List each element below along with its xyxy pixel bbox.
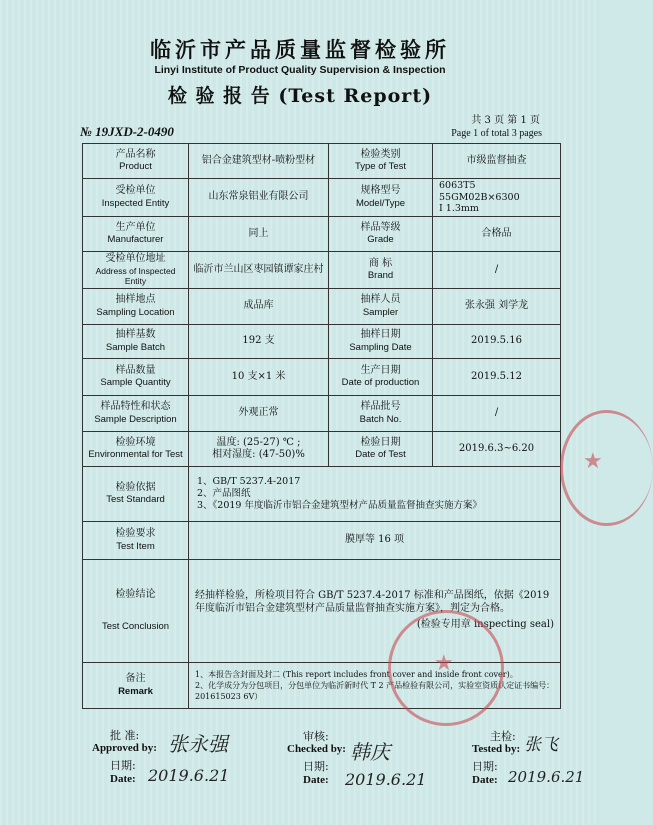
standard-2: 2、产品图纸 [197,488,251,500]
value-sampling-location: 成品库 [189,289,329,325]
report-number: № 19JXD-2-0490 [80,124,174,139]
checked-label-cn: 审核: [303,730,329,743]
conclusion-text: 经抽样检验，所检项目符合 GB/T 5237.4-2017 标准和产品图纸，依据《2019 年度临沂市铝合金建筑型材产品质量监督抽查实施方案》，判定为合格。 [195,590,550,614]
checked-date-label-cn: 日期: [303,760,329,773]
row-address [83,252,561,289]
value-model: 6063T5 55GM02B×6300 Ⅰ 1.3mm [433,179,561,217]
checked-label-en: Checked by: [287,743,346,755]
label-manufacturer: 生产单位 Manufacturer [83,217,189,252]
seal-note: (检验专用章 inspecting seal) [416,619,554,631]
value-sampler: 张永强 刘学龙 [433,289,561,325]
report-title: 检 验 报 告 (Test Report) [167,85,433,107]
value-manufacturer: 同上 [189,217,329,252]
label-test-standard: 检验依据 Test Standard [83,467,189,522]
value-test-standard [189,467,561,522]
label-sampler: 抽样人员 Sampler [329,289,433,325]
value-test-conclusion [189,560,561,663]
value-address: 临沂市兰山区枣园镇谭家庄村 [189,252,329,289]
label-sample-batch: 抽样基数 Sample Batch [83,325,189,359]
remark-3: 201615023 6V） [195,692,263,702]
row-environment [83,432,561,467]
inspection-seal [388,610,504,726]
page-count-en: Page 1 of total 3 pages [451,128,542,139]
label-test-conclusion: 检验结论 Test Conclusion [83,560,189,663]
row-sample-batch [83,325,561,359]
page-count-cn: 共 3 页 第 1 页 [471,115,540,126]
edge-seal-star-icon: ★ [583,449,603,474]
value-grade: 合格品 [433,217,561,252]
label-grade: 样品等级 Grade [329,217,433,252]
value-type-of-test: 市级监督抽查 [433,144,561,179]
checked-date: 2019.6.21 [345,770,427,789]
value-sample-quantity: 10 支×1 米 [189,359,329,396]
tested-date-label-cn: 日期: [472,760,498,773]
value-product: 铝合金建筑型材-喷粉型材 [189,144,329,179]
label-remark: 备注 Remark [83,663,189,709]
label-type-of-test: 检验类别 Type of Test [329,144,433,179]
approved-label-cn: 批 准: [110,729,140,742]
label-batch-no: 样品批号 Batch No. [329,396,433,432]
label-brand: 商 标 Brand [329,252,433,289]
tested-date: 2019.6.21 [508,768,585,786]
value-environmental: 温度: (25-27) ℃ ; 相对湿度: (47-50)% [189,432,329,467]
row-sampling-location [83,289,561,325]
value-inspected-entity: 山东常泉铝业有限公司 [189,179,329,217]
label-sampling-date: 抽样日期 Sampling Date [329,325,433,359]
row-sample-description [83,396,561,432]
approved-signature: 张永强 [168,732,228,756]
value-sample-description: 外观正常 [189,396,329,432]
institute-title-en: Linyi Institute of Product Quality Supervision & Inspection [154,64,446,76]
approved-date-label-cn: 日期: [110,759,136,772]
value-sampling-date: 2019.5.16 [433,325,561,359]
checked-date-label-en: Date: [303,774,329,786]
label-date-of-production: 生产日期 Date of production [329,359,433,396]
standard-3: 3、《2019 年度临沂市铝合金建筑型材产品质量监督抽查实施方案》 [197,499,482,511]
standard-1: 1、GB/T 5237.4-2017 [197,476,301,488]
remark-1: 1、本报告含封面及封二 (This report includes front cover and inside front cover)。 [195,669,518,679]
label-address: 受检单位地址 Address of Inspected Entity [83,252,189,289]
value-brand: / [433,252,561,289]
row-product [83,144,561,179]
institute-title-cn: 临沂市产品质量监督检验所 [150,37,450,62]
edge-seal [560,410,653,526]
checked-signature: 韩庆 [350,740,390,764]
tested-signature: 张飞 [524,735,558,755]
value-test-item: 膜厚等 16 项 [189,522,561,560]
value-sample-batch: 192 支 [189,325,329,359]
row-test-item [83,522,561,560]
tested-date-label-en: Date: [472,774,498,786]
seal-star-icon: ★ [434,651,454,676]
label-sampling-location: 抽样地点 Sampling Location [83,289,189,325]
label-environmental: 检验环境 Environmental for Test [83,432,189,467]
remark-2: 2、化学成分为分包项目，分包单位为临沂新时代 T 2 产品检验有限公司，实验室资质认定证书编号： [195,680,555,690]
row-sample-quantity [83,359,561,396]
label-model: 规格型号 Model/Type [329,179,433,217]
label-inspected-entity: 受检单位 Inspected Entity [83,179,189,217]
approved-date: 2019.6.21 [148,766,230,785]
label-product: 产品名称 Product [83,144,189,179]
row-entity [83,179,561,217]
row-test-standard [83,467,561,522]
approved-label-en: Approved by: [92,742,157,754]
label-sample-description: 样品特性和状态 Sample Description [83,396,189,432]
value-batch-no: / [433,396,561,432]
label-date-of-test: 检验日期 Date of Test [329,432,433,467]
value-date-of-production: 2019.5.12 [433,359,561,396]
value-date-of-test: 2019.6.3~6.20 [433,432,561,467]
tested-label-cn: 主检: [490,730,516,743]
row-manufacturer [83,217,561,252]
label-test-item: 检验要求 Test Item [83,522,189,560]
value-remark [189,663,561,709]
tested-label-en: Tested by: [472,743,521,755]
approved-date-label-en: Date: [110,773,136,785]
label-sample-quantity: 样品数量 Sample Quantity [83,359,189,396]
report-table [82,143,561,709]
